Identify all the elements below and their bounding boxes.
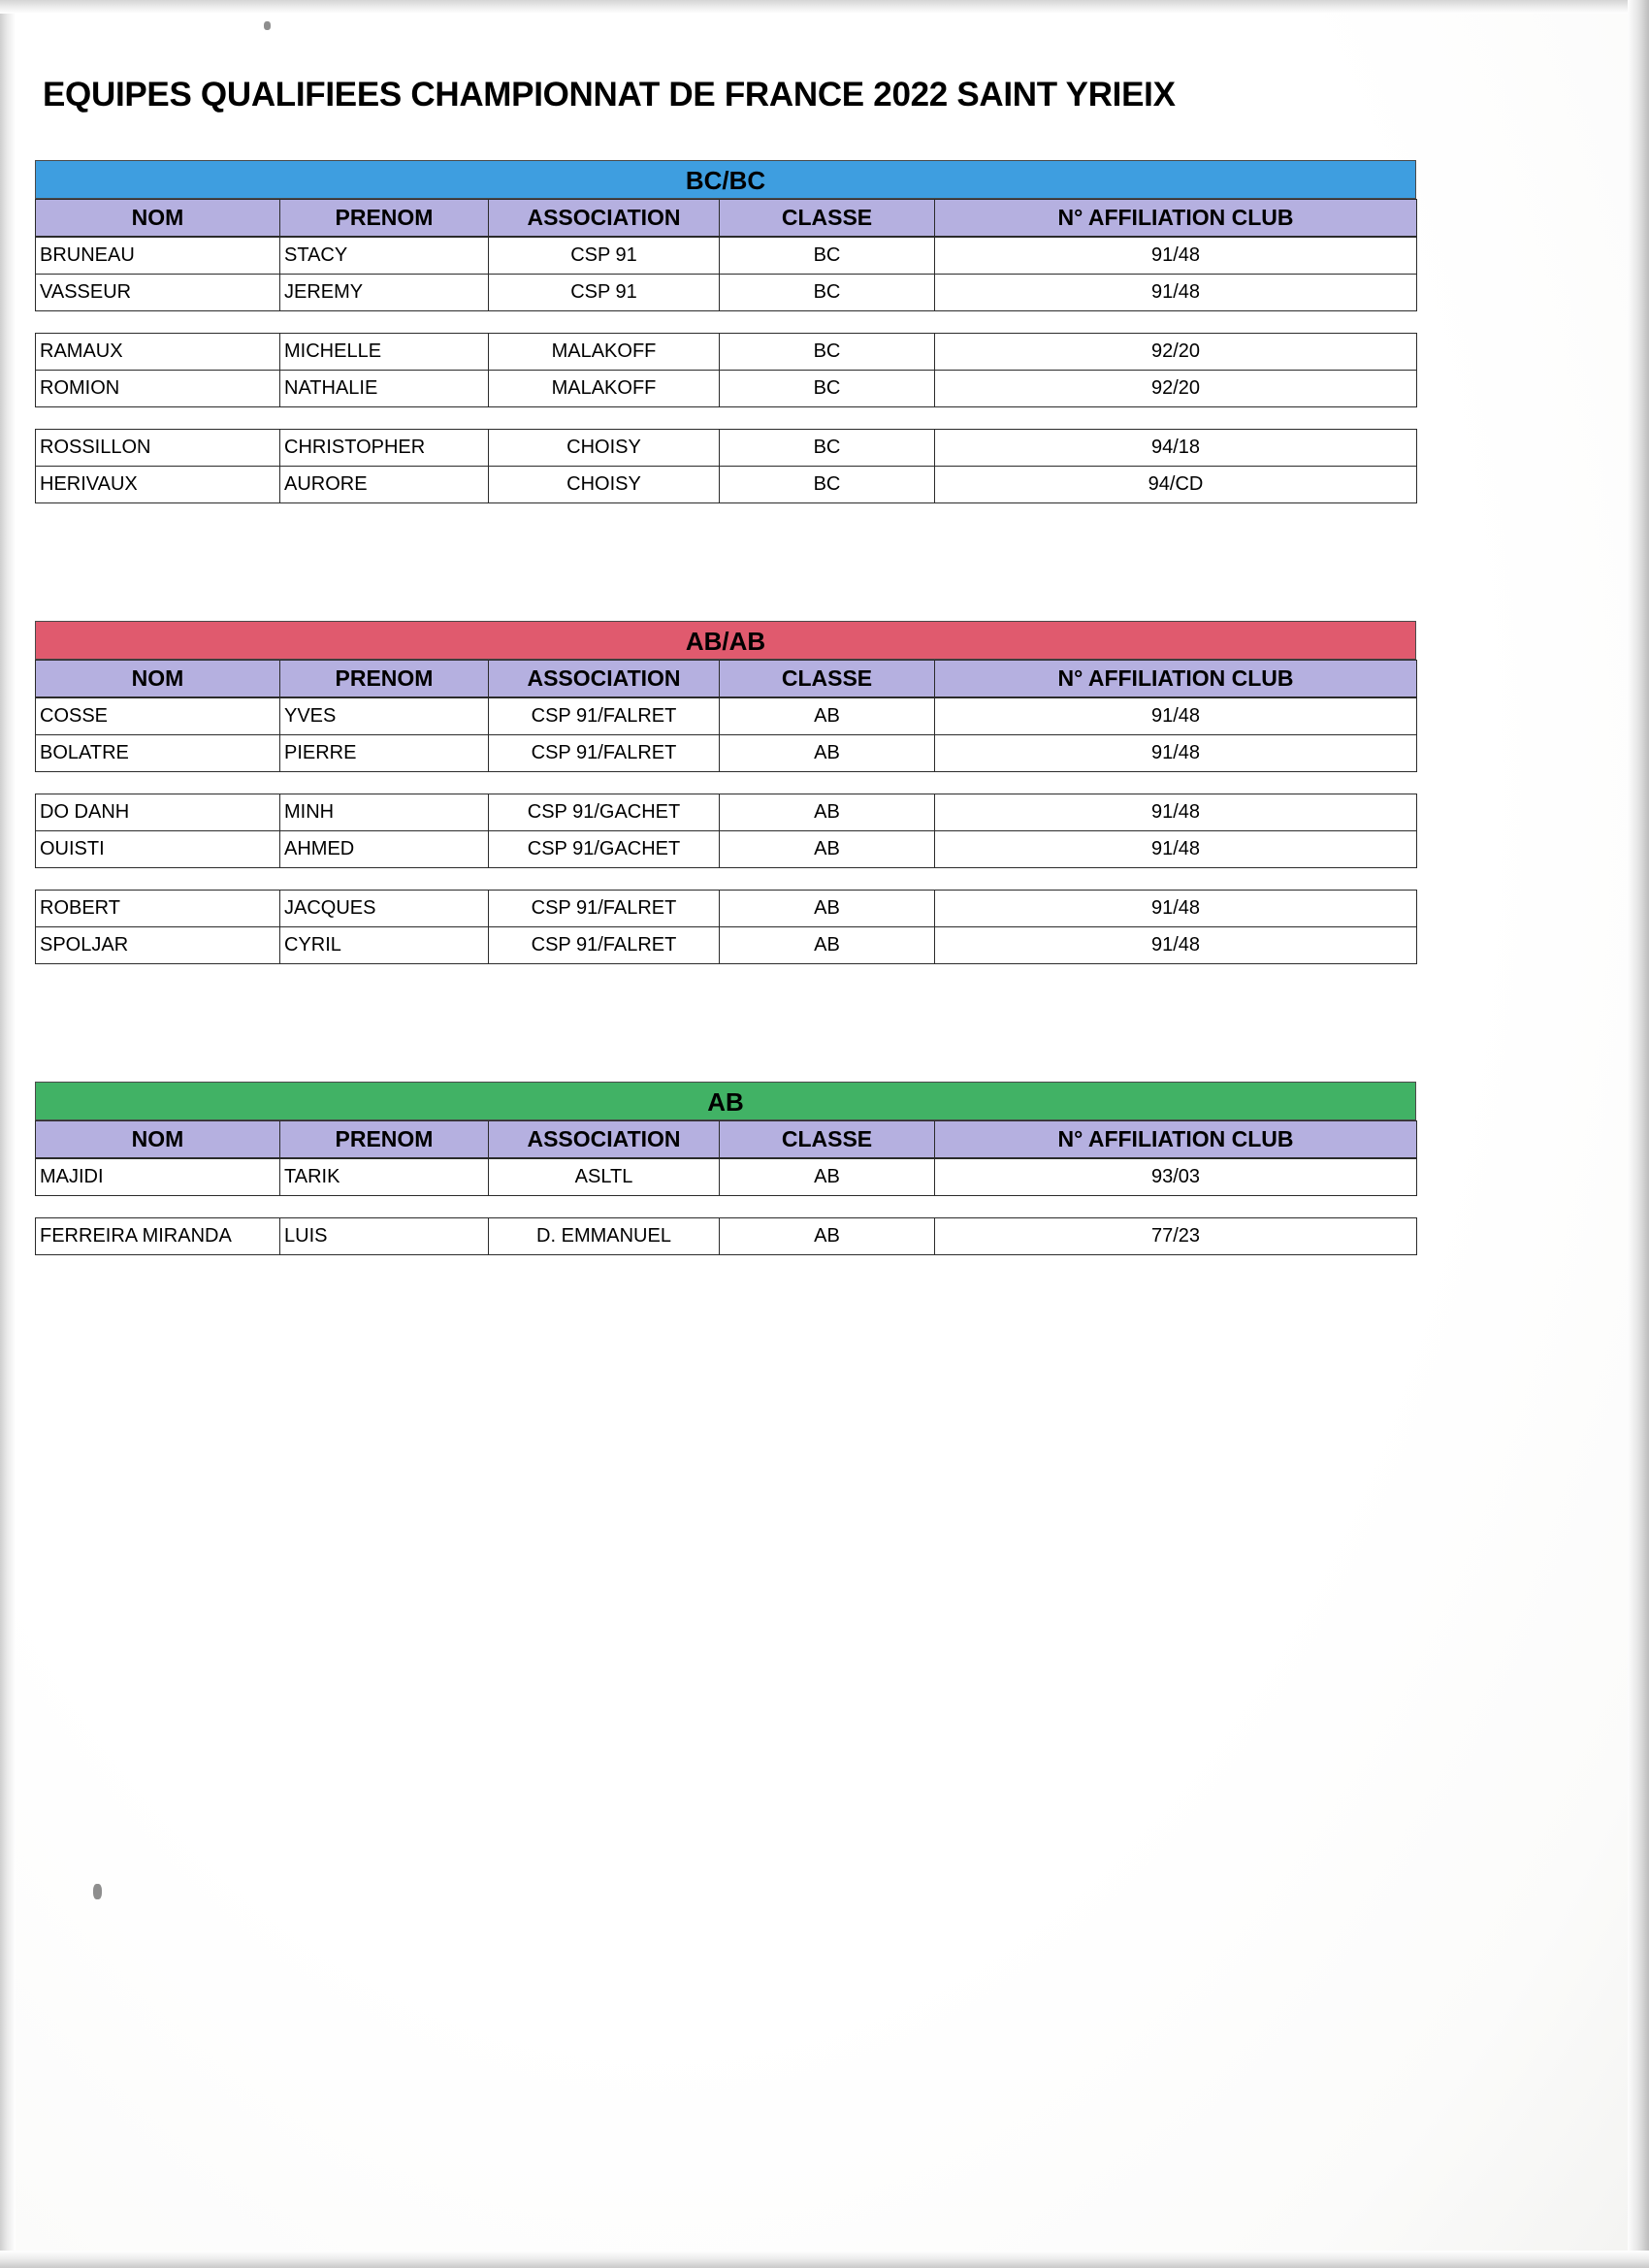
cell-prenom: LUIS — [280, 1218, 489, 1255]
cell-nom: MAJIDI — [36, 1159, 280, 1196]
cell-association: CSP 91/GACHET — [489, 794, 720, 831]
cell-association: CHOISY — [489, 467, 720, 503]
cell-prenom: PIERRE — [280, 735, 489, 772]
table-row — [36, 1218, 1417, 1255]
section-1 — [35, 160, 1416, 503]
cell-prenom: AHMED — [280, 831, 489, 868]
cell-association: ASLTL — [489, 1159, 720, 1196]
column-header-row — [36, 200, 1417, 237]
table-row — [36, 927, 1417, 964]
column-header-association: ASSOCIATION — [489, 661, 720, 697]
cell-classe: BC — [720, 430, 935, 467]
cell-association: CSP 91/FALRET — [489, 927, 720, 964]
column-header-table — [35, 660, 1417, 697]
table-row — [36, 735, 1417, 772]
cell-prenom: YVES — [280, 698, 489, 735]
cell-association: CSP 91/FALRET — [489, 891, 720, 927]
group-spacer — [35, 311, 1416, 333]
section-3 — [35, 1082, 1416, 1255]
cell-nom: RAMAUX — [36, 334, 280, 371]
section-2 — [35, 621, 1416, 964]
column-header-classe: CLASSE — [720, 200, 935, 237]
table-row — [36, 430, 1417, 467]
cell-association: CSP 91 — [489, 238, 720, 275]
cell-nom: DO DANH — [36, 794, 280, 831]
section-band: BC/BC — [35, 160, 1416, 199]
cell-nom: OUISTI — [36, 831, 280, 868]
cell-association: CSP 91 — [489, 275, 720, 311]
cell-association: CSP 91/GACHET — [489, 831, 720, 868]
column-header-table — [35, 199, 1417, 237]
team-group-table — [35, 1158, 1417, 1196]
column-header-classe: CLASSE — [720, 1121, 935, 1158]
cell-prenom: MICHELLE — [280, 334, 489, 371]
cell-prenom: AURORE — [280, 467, 489, 503]
group-spacer — [35, 868, 1416, 890]
column-header-affiliation: N° AFFILIATION CLUB — [935, 200, 1417, 237]
table-row — [36, 467, 1417, 503]
cell-association: MALAKOFF — [489, 371, 720, 407]
cell-prenom: STACY — [280, 238, 489, 275]
group-spacer — [35, 772, 1416, 794]
cell-prenom: CHRISTOPHER — [280, 430, 489, 467]
cell-association: D. EMMANUEL — [489, 1218, 720, 1255]
team-group-table — [35, 429, 1417, 503]
cell-classe: AB — [720, 831, 935, 868]
cell-prenom: TARIK — [280, 1159, 489, 1196]
cell-affiliation: 91/48 — [935, 275, 1417, 311]
cell-classe: AB — [720, 891, 935, 927]
cell-classe: BC — [720, 467, 935, 503]
team-group-table — [35, 333, 1417, 407]
column-header-prenom: PRENOM — [280, 200, 489, 237]
cell-nom: HERIVAUX — [36, 467, 280, 503]
cell-affiliation: 77/23 — [935, 1218, 1417, 1255]
table-row — [36, 794, 1417, 831]
cell-classe: AB — [720, 927, 935, 964]
table-row — [36, 1159, 1417, 1196]
cell-nom: SPOLJAR — [36, 927, 280, 964]
table-row — [36, 891, 1417, 927]
column-header-nom: NOM — [36, 1121, 280, 1158]
column-header-association: ASSOCIATION — [489, 200, 720, 237]
team-group-table — [35, 1217, 1417, 1255]
column-header-table — [35, 1120, 1417, 1158]
cell-classe: BC — [720, 275, 935, 311]
team-group-table — [35, 794, 1417, 868]
cell-affiliation: 91/48 — [935, 927, 1417, 964]
table-row — [36, 831, 1417, 868]
team-group-table — [35, 890, 1417, 964]
column-header-row — [36, 661, 1417, 697]
cell-classe: BC — [720, 334, 935, 371]
cell-association: CSP 91/FALRET — [489, 735, 720, 772]
team-group-table — [35, 237, 1417, 311]
cell-prenom: NATHALIE — [280, 371, 489, 407]
cell-affiliation: 91/48 — [935, 831, 1417, 868]
page-title: EQUIPES QUALIFIEES CHAMPIONNAT DE FRANCE 2022 SAINT YRIEIX — [43, 76, 1176, 113]
group-spacer — [35, 407, 1416, 429]
column-header-prenom: PRENOM — [280, 1121, 489, 1158]
cell-classe: AB — [720, 794, 935, 831]
cell-prenom: JACQUES — [280, 891, 489, 927]
cell-nom: FERREIRA MIRANDA — [36, 1218, 280, 1255]
cell-nom: ROBERT — [36, 891, 280, 927]
cell-classe: AB — [720, 698, 935, 735]
cell-affiliation: 92/20 — [935, 334, 1417, 371]
cell-classe: AB — [720, 1159, 935, 1196]
cell-classe: AB — [720, 1218, 935, 1255]
column-header-row — [36, 1121, 1417, 1158]
table-row — [36, 371, 1417, 407]
column-header-nom: NOM — [36, 200, 280, 237]
cell-classe: BC — [720, 238, 935, 275]
cell-classe: AB — [720, 735, 935, 772]
cell-prenom: CYRIL — [280, 927, 489, 964]
cell-affiliation: 91/48 — [935, 891, 1417, 927]
cell-affiliation: 91/48 — [935, 698, 1417, 735]
group-spacer — [35, 1196, 1416, 1217]
table-row — [36, 238, 1417, 275]
table-row — [36, 334, 1417, 371]
cell-classe: BC — [720, 371, 935, 407]
cell-affiliation: 91/48 — [935, 735, 1417, 772]
cell-association: CHOISY — [489, 430, 720, 467]
column-header-affiliation: N° AFFILIATION CLUB — [935, 1121, 1417, 1158]
table-row — [36, 698, 1417, 735]
cell-nom: BRUNEAU — [36, 238, 280, 275]
column-header-affiliation: N° AFFILIATION CLUB — [935, 661, 1417, 697]
column-header-nom: NOM — [36, 661, 280, 697]
cell-affiliation: 94/18 — [935, 430, 1417, 467]
team-group-table — [35, 697, 1417, 772]
column-header-association: ASSOCIATION — [489, 1121, 720, 1158]
cell-association: CSP 91/FALRET — [489, 698, 720, 735]
cell-affiliation: 92/20 — [935, 371, 1417, 407]
cell-nom: VASSEUR — [36, 275, 280, 311]
cell-association: MALAKOFF — [489, 334, 720, 371]
cell-prenom: JEREMY — [280, 275, 489, 311]
cell-nom: ROSSILLON — [36, 430, 280, 467]
cell-prenom: MINH — [280, 794, 489, 831]
section-band: AB — [35, 1082, 1416, 1120]
column-header-prenom: PRENOM — [280, 661, 489, 697]
column-header-classe: CLASSE — [720, 661, 935, 697]
cell-nom: BOLATRE — [36, 735, 280, 772]
cell-affiliation: 91/48 — [935, 794, 1417, 831]
cell-affiliation: 91/48 — [935, 238, 1417, 275]
cell-nom: ROMION — [36, 371, 280, 407]
table-row — [36, 275, 1417, 311]
cell-affiliation: 94/CD — [935, 467, 1417, 503]
cell-affiliation: 93/03 — [935, 1159, 1417, 1196]
cell-nom: COSSE — [36, 698, 280, 735]
section-band: AB/AB — [35, 621, 1416, 660]
